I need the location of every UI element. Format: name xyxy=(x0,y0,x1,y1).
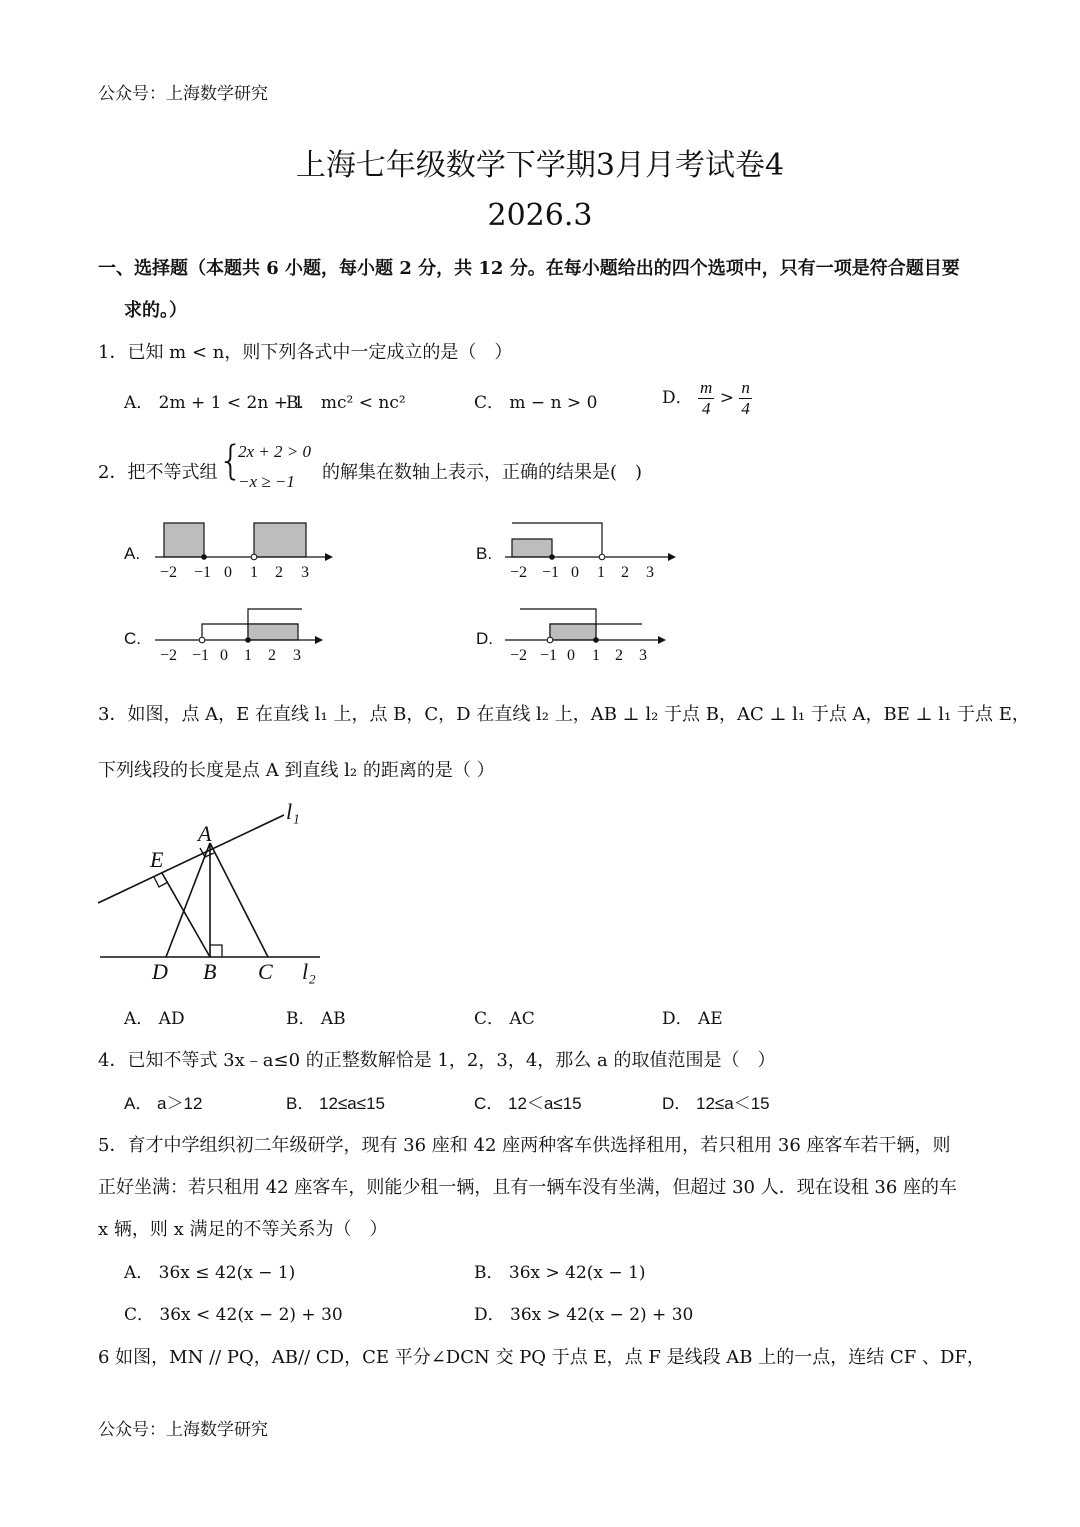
number-line-a xyxy=(150,515,340,585)
system-brace: { xyxy=(218,438,244,484)
q3-option-d: D． AE xyxy=(662,1009,723,1029)
number-line-d xyxy=(500,600,690,670)
svg-text:3: 3 xyxy=(639,647,647,664)
label-D: D xyxy=(152,959,168,984)
svg-text:−1: −1 xyxy=(542,564,560,581)
svg-text:0: 0 xyxy=(224,564,232,581)
svg-text:2: 2 xyxy=(275,564,283,581)
q3-option-c: C． AC xyxy=(474,1009,535,1029)
q1-option-a: A． 2m + 1 < 2n + 1 xyxy=(124,393,305,413)
svg-text:3: 3 xyxy=(301,564,309,581)
q2-option-d-label: D. xyxy=(476,629,493,648)
svg-text:2: 2 xyxy=(615,647,623,664)
q4-option-d: D． 12≤a＜15 xyxy=(662,1094,770,1113)
q3-geometry-figure xyxy=(92,795,342,990)
q2-option-b-label: B. xyxy=(476,544,493,563)
q2-stem-pre: 2．把不等式组 xyxy=(98,462,218,483)
svg-text:−2: −2 xyxy=(160,564,178,581)
label-C: C xyxy=(258,959,273,984)
q1-stem: 1．已知 m < n，则下列各式中一定成立的是（ ） xyxy=(98,342,513,363)
section-heading: 一、选择题（本题共 6 小题，每小题 2 分，共 12 分。在每小题给出的四个选项中，只有一项是符合题目要 xyxy=(98,258,960,279)
svg-text:−2: −2 xyxy=(510,647,528,664)
q1-option-c: C． m − n > 0 xyxy=(474,393,598,413)
exam-date: 2026.3 xyxy=(487,198,593,233)
footer-source: 公众号：上海数学研究 xyxy=(98,1420,268,1440)
header-source: 公众号：上海数学研究 xyxy=(98,84,268,104)
q1-option-d-label: D． xyxy=(662,388,693,408)
label-l1: l₁ xyxy=(286,799,300,824)
page-title: 上海七年级数学下学期3月月考试卷4 xyxy=(295,148,785,183)
svg-text:1: 1 xyxy=(244,647,252,664)
svg-text:−2: −2 xyxy=(510,564,528,581)
svg-text:0: 0 xyxy=(571,564,579,581)
q5-option-d: D． 36x > 42(x − 2) + 30 xyxy=(474,1305,694,1325)
svg-text:−1: −1 xyxy=(194,564,212,581)
svg-text:−1: −1 xyxy=(540,647,558,664)
q5-option-c: C． 36x < 42(x − 2) + 30 xyxy=(124,1305,343,1325)
q2-inequality-2: −x ≥ −1 xyxy=(238,472,295,491)
q6-stem-line1: 6 如图，MN // PQ，AB// CD，CE 平分∠DCN 交 PQ 于点 E，点 F 是线段 AB 上的一点，连结 CF 、DF， xyxy=(98,1347,985,1368)
q1-option-d: D． $\frac{m}{4}$ > $\frac{n}{4}$ xyxy=(662,378,750,418)
label-A: A xyxy=(198,821,212,846)
q5-option-a: A． 36x ≤ 42(x − 1) xyxy=(124,1263,296,1283)
label-l2: l₂ xyxy=(302,959,316,984)
number-line-b xyxy=(500,515,690,585)
svg-text:3: 3 xyxy=(646,564,654,581)
svg-text:0: 0 xyxy=(567,647,575,664)
q5-stem-line2: 正好坐满：若只租用 42 座客车，则能少租一辆，且有一辆车没有坐满，但超过 30 人．现在设租 36 座的车 xyxy=(98,1177,958,1198)
section-heading-cont: 求的。） xyxy=(124,300,187,321)
q4-option-b: B． 12≤a≤15 xyxy=(286,1094,385,1113)
number-line-c xyxy=(150,600,340,670)
svg-text:0: 0 xyxy=(220,647,228,664)
svg-text:3: 3 xyxy=(293,647,301,664)
q3-option-a: A． AD xyxy=(124,1009,185,1029)
label-E: E xyxy=(150,847,164,872)
q3-stem-line1: 3．如图，点 A，E 在直线 l₁ 上，点 B，C，D 在直线 l₂ 上，AB ⊥ l₂ 于点 B，AC ⊥ l₁ 于点 A，BE ⊥ l₁ 于点 E， xyxy=(98,704,1030,725)
svg-text:1: 1 xyxy=(597,564,605,581)
q4-stem: 4．已知不等式 3x﹣a≤0 的正整数解恰是 1，2，3，4，那么 a 的取值范围是（ ） xyxy=(98,1050,776,1071)
q3-stem-line2: 下列线段的长度是点 A 到直线 l₂ 的距离的是（ ） xyxy=(98,760,495,781)
q3-option-b: B． AB xyxy=(286,1009,346,1029)
q5-option-b: B． 36x > 42(x − 1) xyxy=(474,1263,646,1283)
q5-stem-line1: 5．育才中学组织初二年级研学，现有 36 座和 42 座两种客车供选择租用，若只租用 36 座客车若干辆，则 xyxy=(98,1135,951,1156)
q4-option-c: C． 12＜a≤15 xyxy=(474,1094,582,1113)
q2-stem-post: 的解集在数轴上表示，正确的结果是( ) xyxy=(322,462,643,483)
q4-option-a: A． a＞12 xyxy=(124,1094,203,1113)
label-B: B xyxy=(203,959,217,984)
q1-frac-n: $\frac{n}{4}$ xyxy=(741,378,750,418)
q2-option-a-label: A. xyxy=(124,544,141,563)
svg-text:−2: −2 xyxy=(160,647,178,664)
svg-text:−1: −1 xyxy=(192,647,210,664)
svg-text:1: 1 xyxy=(250,564,258,581)
q5-stem-line3: x 辆，则 x 满足的不等关系为（ ） xyxy=(98,1219,388,1240)
q1-option-b: B． mc² < nc² xyxy=(286,393,406,413)
svg-text:1: 1 xyxy=(592,647,600,664)
svg-text:2: 2 xyxy=(268,647,276,664)
q1-frac-m: $\frac{m}{4}$ xyxy=(700,378,713,418)
q2-inequality-1: 2x + 2 > 0 xyxy=(238,442,311,461)
svg-text:2: 2 xyxy=(621,564,629,581)
q2-option-c-label: C. xyxy=(124,629,141,648)
